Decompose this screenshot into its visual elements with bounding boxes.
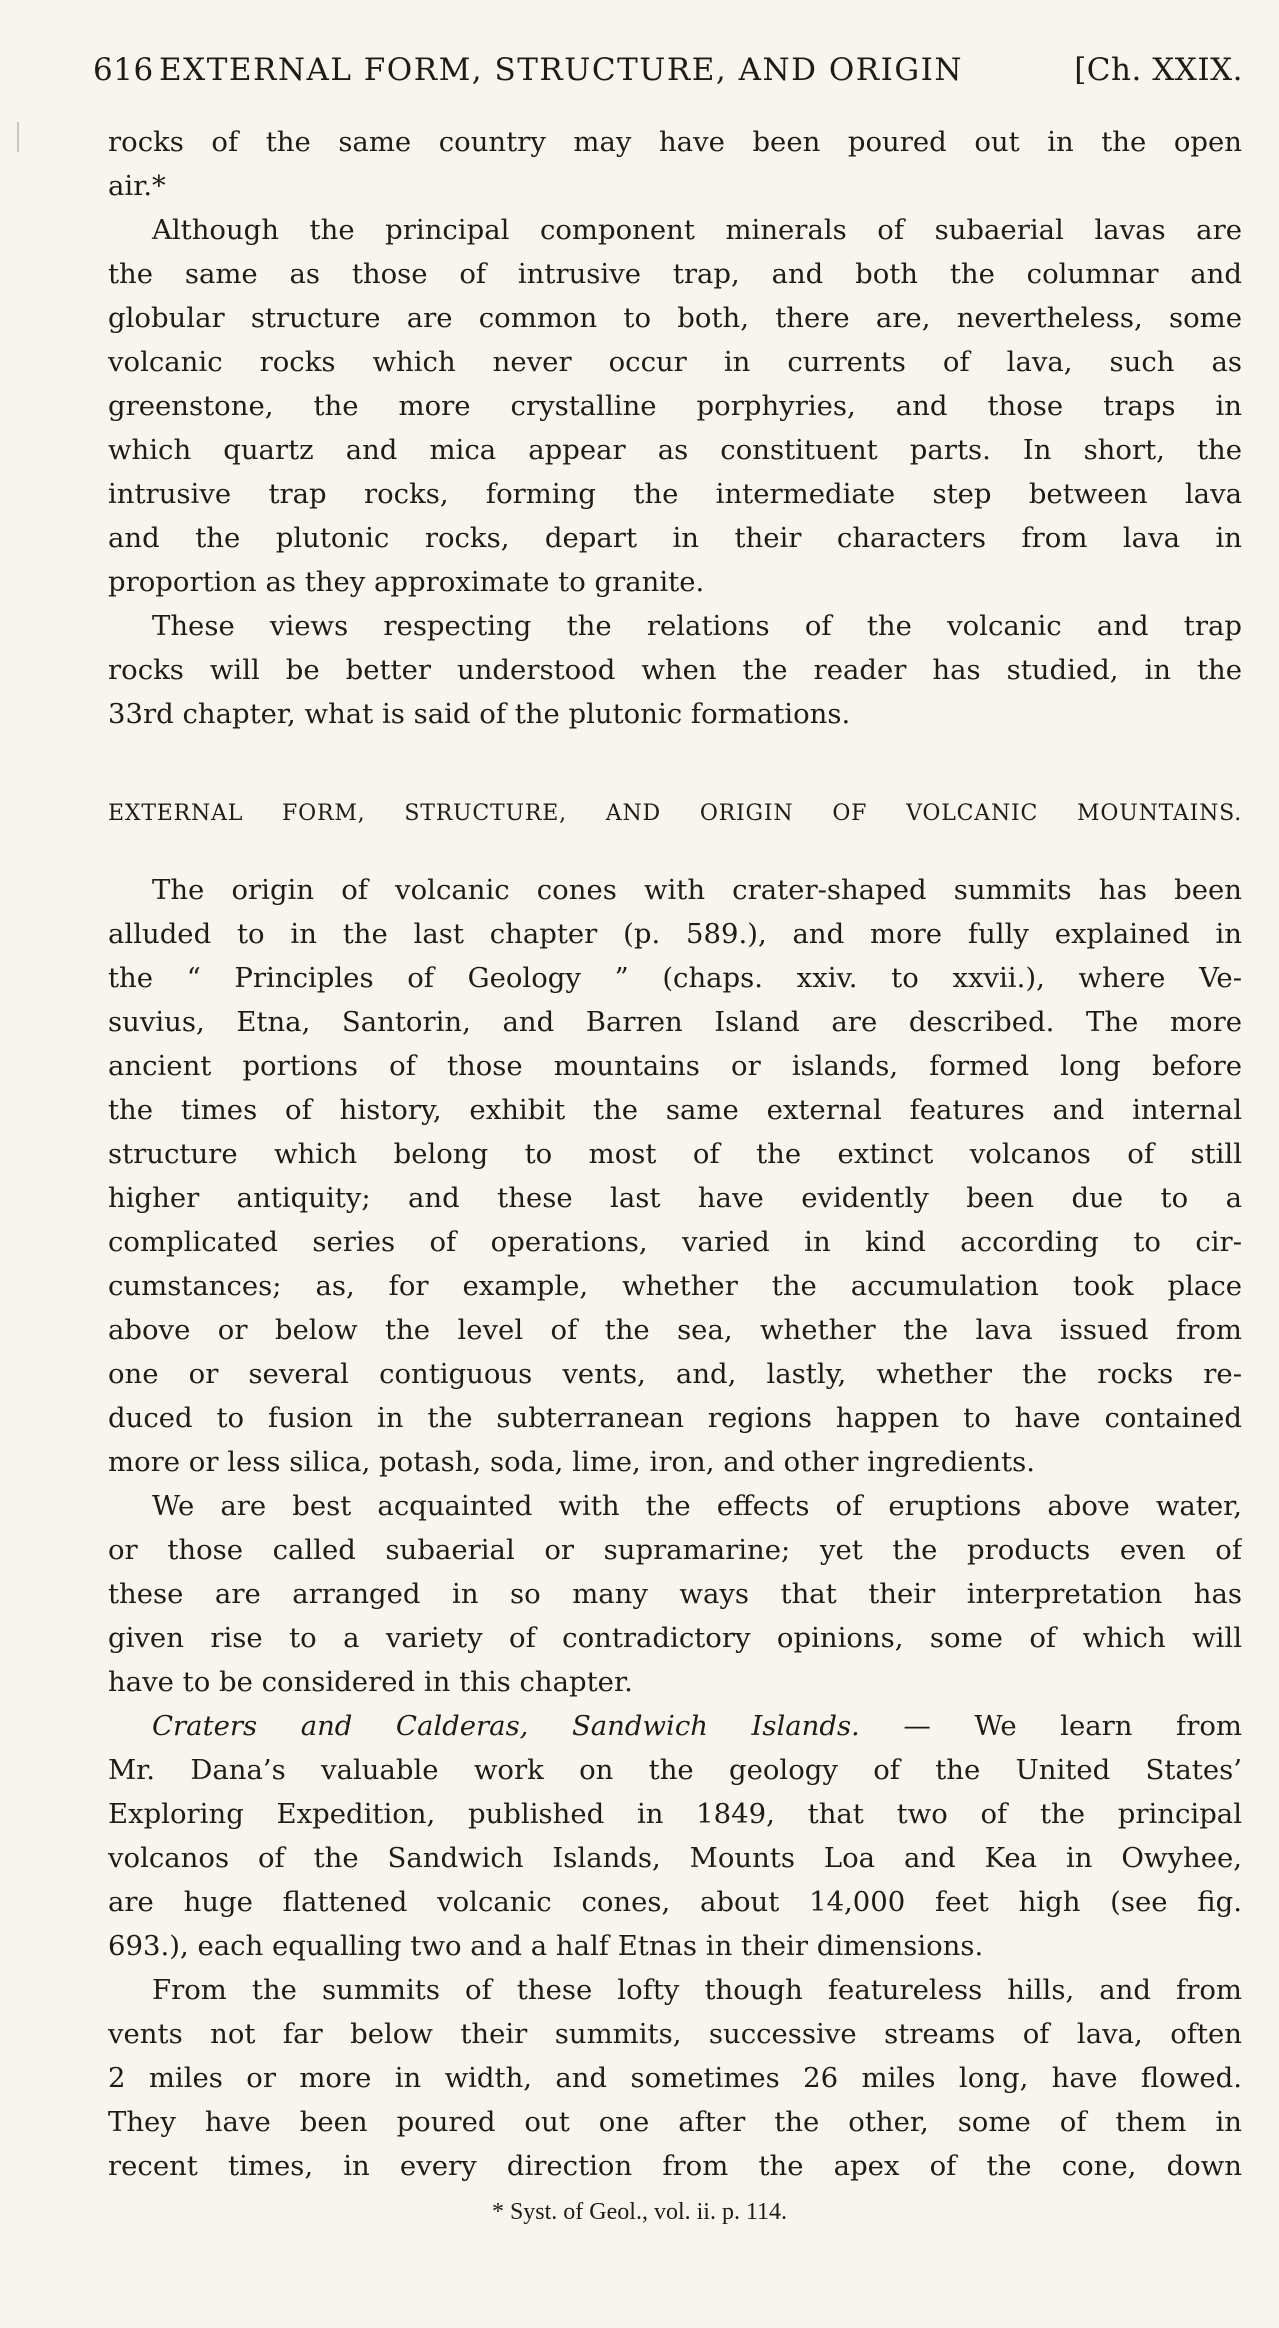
text-line: rocks of the same country may have been poured out in the open xyxy=(108,126,1242,158)
text-line: vents not far below their summits, successive streams of lava, often xyxy=(108,2018,1242,2050)
text-line: duced to fusion in the subterranean regions happen to have contained xyxy=(108,1402,1242,1434)
text-line: intrusive trap rocks, forming the intermediate step between lava xyxy=(108,478,1242,510)
text-line: The origin of volcanic cones with crater-shaped summits has been xyxy=(152,874,1242,906)
text-line: are huge flattened volcanic cones, about 14,000 feet high (see fig. xyxy=(108,1886,1242,1918)
text-line: the same as those of intrusive trap, and both the columnar and xyxy=(108,258,1242,290)
text-line: given rise to a variety of contradictory opinions, some of which will xyxy=(108,1622,1242,1654)
text-line: These views respecting the relations of the volcanic and trap xyxy=(152,610,1242,642)
text-line: Mr. Dana’s valuable work on the geology of the United States’ xyxy=(108,1754,1242,1786)
text-line: have to be considered in this chapter. xyxy=(108,1666,633,1698)
text-line: globular structure are common to both, there are, nevertheless, some xyxy=(108,302,1242,334)
text-line: volcanos of the Sandwich Islands, Mounts Loa and Kea in Owyhee, xyxy=(108,1842,1242,1874)
text-line: recent times, in every direction from the apex of the cone, down xyxy=(108,2150,1242,2182)
text-line: one or several contiguous vents, and, lastly, whether the rocks re- xyxy=(108,1358,1242,1390)
text-line: 33rd chapter, what is said of the plutonic formations. xyxy=(108,698,851,730)
paragraphs-top xyxy=(108,120,1242,736)
text-line: They have been poured out one after the other, some of them in xyxy=(108,2106,1242,2138)
text-line: and the plutonic rocks, depart in their characters from lava in xyxy=(108,522,1242,554)
text-line: suvius, Etna, Santorin, and Barren Island are described. The more xyxy=(108,1006,1242,1038)
text-line: volcanic rocks which never occur in currents of lava, such as xyxy=(108,346,1242,378)
text-line: above or below the level of the sea, whether the lava issued from xyxy=(108,1314,1242,1346)
text-line: air.* xyxy=(108,170,166,202)
running-head xyxy=(93,52,1243,102)
text-line: proportion as they approximate to granite. xyxy=(108,566,705,598)
text-line: the times of history, exhibit the same external features and internal xyxy=(108,1094,1242,1126)
footnote: * Syst. of Geol., vol. ii. p. 114. xyxy=(491,2199,788,2225)
text-line: From the summits of these lofty though featureless hills, and from xyxy=(152,1974,1242,2006)
italic-subheading: Craters and Calderas, Sandwich Islands. xyxy=(152,1710,860,1742)
text-line: these are arranged in so many ways that their interpretation has xyxy=(108,1578,1242,1610)
text-line: structure which belong to most of the extinct volcanos of still xyxy=(108,1138,1242,1170)
text-line: higher antiquity; and these last have evidently been due to a xyxy=(108,1182,1242,1214)
text-line-with-heading xyxy=(108,1704,1242,1748)
text-run: — We learn from xyxy=(903,1710,1242,1742)
running-title: EXTERNAL FORM, STRUCTURE, AND ORIGIN xyxy=(159,52,963,88)
text-line: cumstances; as, for example, whether the accumulation took place xyxy=(108,1270,1242,1302)
chapter-label: [Ch. XXIX. xyxy=(1074,52,1243,88)
paragraphs-main xyxy=(108,868,1242,2188)
text-line: greenstone, the more crystalline porphyries, and those traps in xyxy=(108,390,1242,422)
margin-mark xyxy=(17,122,19,152)
text-line: ancient portions of those mountains or islands, formed long before xyxy=(108,1050,1242,1082)
text-line: 2 miles or more in width, and sometimes 26 miles long, have flowed. xyxy=(108,2062,1242,2094)
section-heading: EXTERNAL FORM, STRUCTURE, AND ORIGIN OF VOLCANIC MOUNTAINS. xyxy=(108,801,1242,826)
text-line: which quartz and mica appear as constituent parts. In short, the xyxy=(108,434,1242,466)
text-line: 693.), each equalling two and a half Etnas in their dimensions. xyxy=(108,1930,984,1962)
text-line: Although the principal component minerals of subaerial lavas are xyxy=(152,214,1242,246)
text-line: rocks will be better understood when the reader has studied, in the xyxy=(108,654,1242,686)
text-line: or those called subaerial or supramarine; yet the products even of xyxy=(108,1534,1242,1566)
page-number: 616 xyxy=(93,52,154,88)
text-line: more or less silica, potash, soda, lime, iron, and other ingredients. xyxy=(108,1446,1035,1478)
text-line: alluded to in the last chapter (p. 589.), and more fully explained in xyxy=(108,918,1242,950)
text-line: Exploring Expedition, published in 1849, that two of the principal xyxy=(108,1798,1242,1830)
text-line: the “ Principles of Geology ” (chaps. xxiv. to xxvii.), where Ve- xyxy=(108,962,1242,994)
text-line: We are best acquainted with the effects of eruptions above water, xyxy=(152,1490,1242,1522)
text-line: complicated series of operations, varied in kind according to cir- xyxy=(108,1226,1242,1258)
